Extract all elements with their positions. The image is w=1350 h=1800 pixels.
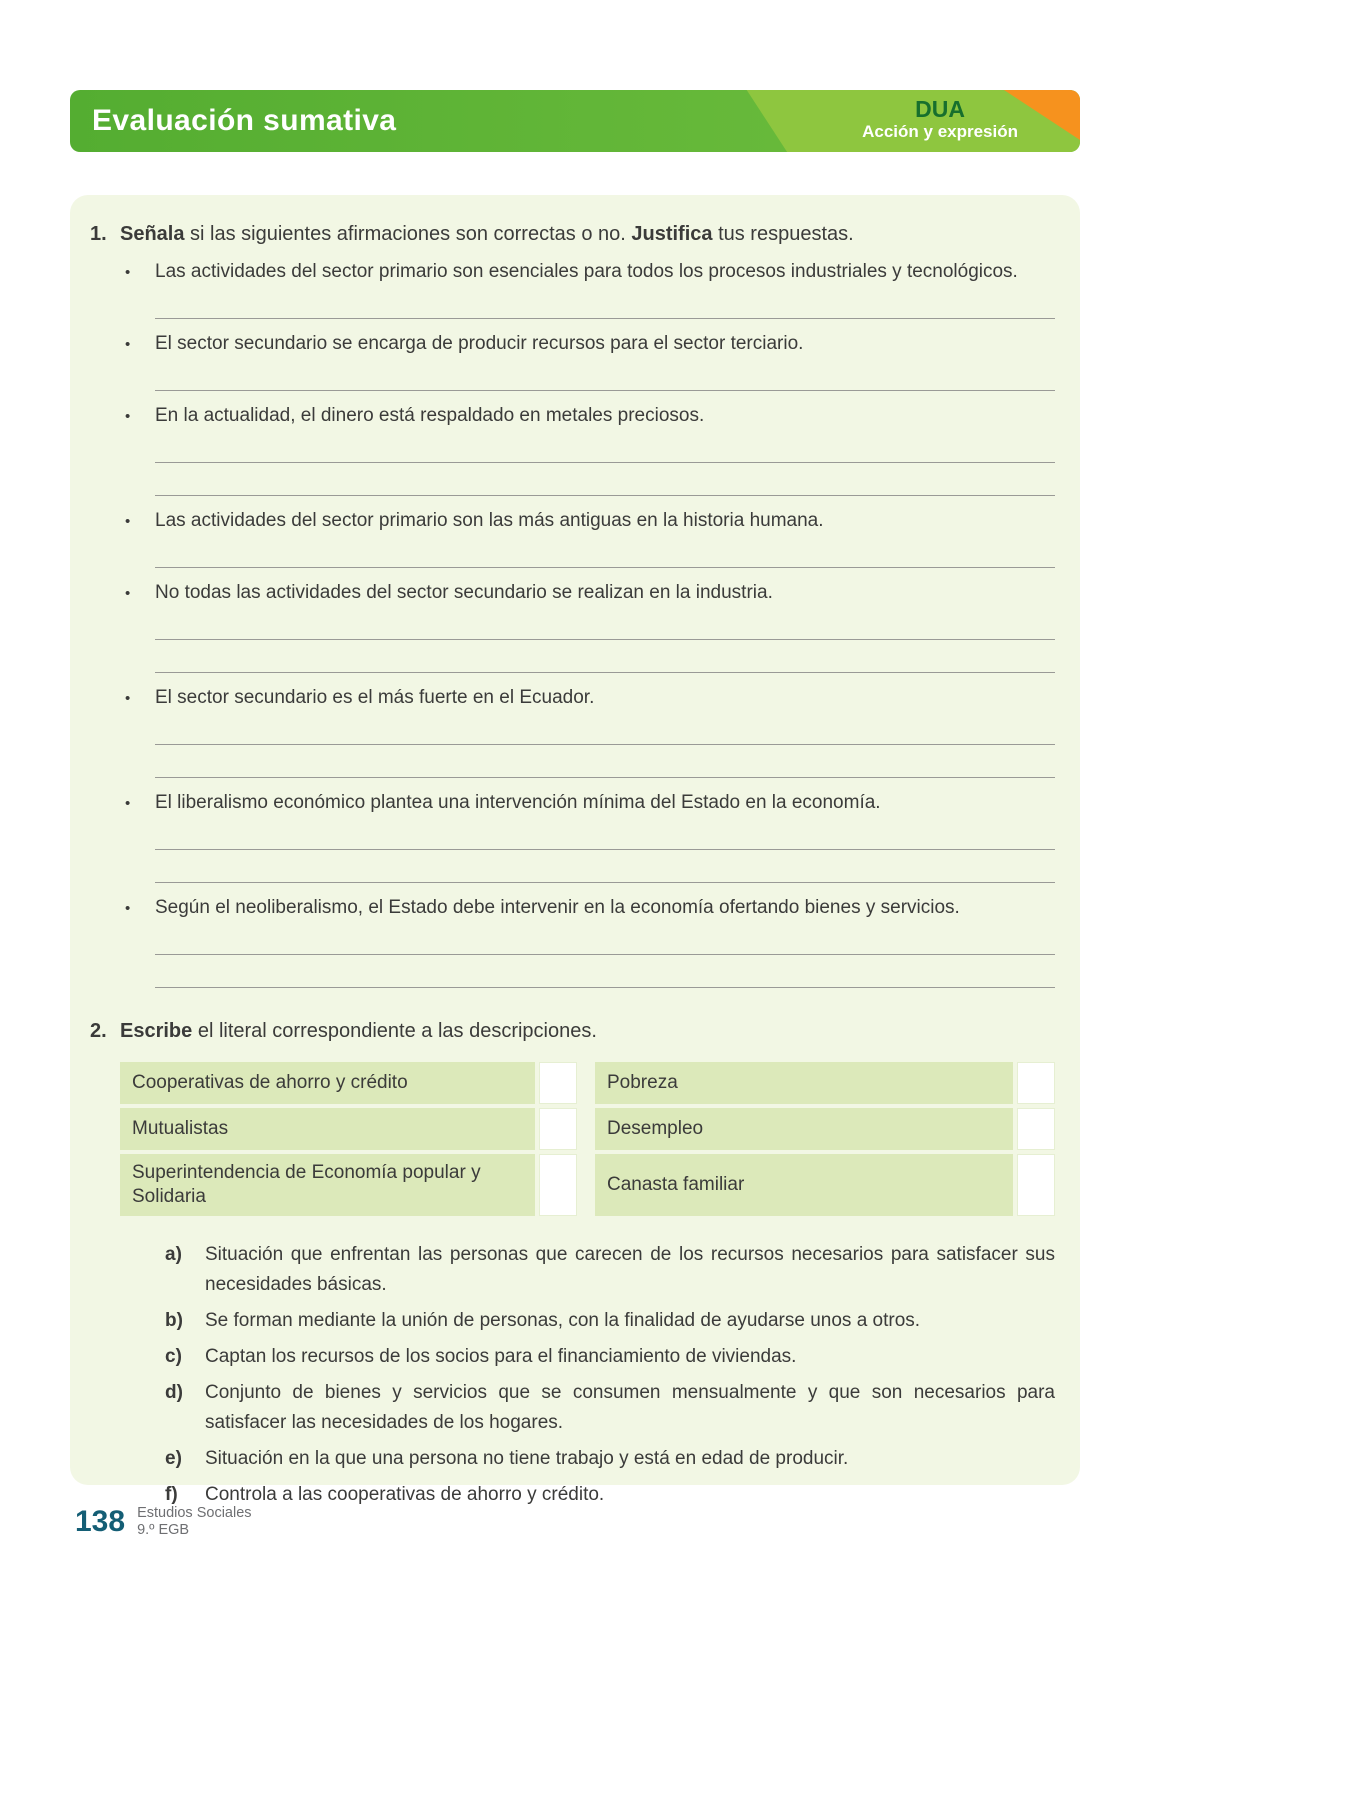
content-panel [70, 195, 1080, 1505]
answer-box [1017, 1062, 1055, 1104]
option-text: Captan los recursos de los socios para el financiamiento de viviendas. [205, 1346, 797, 1367]
section-title: Evaluación sumativa [92, 104, 397, 137]
answer-box [1017, 1154, 1055, 1216]
option-letter: b) [165, 1310, 183, 1331]
answer-line [155, 640, 1055, 673]
statement-text: No todas las actividades del sector secundario se realizan en la industria. [155, 582, 773, 603]
answer-box [1017, 1108, 1055, 1150]
question-1-prompt [90, 221, 1055, 247]
statement-text: Las actividades del sector primario son esenciales para todos los procesos industriales y tecnológicos. [155, 261, 1018, 282]
option-text: Se forman mediante la unión de personas, con la finalidad de ayudarse unos a otros. [205, 1310, 921, 1331]
option-item [90, 1342, 1055, 1372]
statement-text: El liberalismo económico plantea una intervención mínima del Estado en la economía. [155, 792, 881, 813]
answer-line [155, 817, 1055, 850]
question-1-text: Señala si las siguientes afirmaciones son correctas o no. Justifica tus respuestas. [120, 223, 854, 245]
statement-item [90, 580, 1055, 673]
option-text: Situación que enfrentan las personas que carecen de los recursos necesarios para satisfacer sus necesidades básicas. [205, 1244, 1055, 1295]
dua-label-group [862, 96, 1018, 142]
answer-line [155, 286, 1055, 319]
bullet-icon [125, 508, 155, 535]
option-letter: d) [165, 1382, 183, 1403]
bullet-icon [125, 790, 155, 817]
term-cell: Mutualistas [120, 1108, 535, 1150]
bullet-icon [125, 403, 155, 430]
option-item [90, 1240, 1055, 1300]
statement-text: El sector secundario es el más fuerte en el Ecuador. [155, 687, 595, 708]
option-letter: a) [165, 1244, 182, 1265]
footer-subject: Estudios Sociales [137, 1505, 252, 1521]
option-item [90, 1378, 1055, 1438]
answer-line [155, 535, 1055, 568]
answer-box [539, 1062, 577, 1104]
dua-subtitle: Acción y expresión [862, 122, 1018, 142]
answer-box [539, 1154, 577, 1216]
statement-item [90, 790, 1055, 883]
answer-line [155, 607, 1055, 640]
question-2-text: Escribe el literal correspondiente a las descripciones. [120, 1020, 597, 1042]
question-2-prompt [90, 1018, 1055, 1044]
footer-grade: 9.º EGB [137, 1522, 190, 1538]
answer-line [155, 430, 1055, 463]
footer-meta [137, 1505, 251, 1539]
option-letter: c) [165, 1346, 182, 1367]
answer-line [155, 922, 1055, 955]
page-footer [75, 1505, 252, 1539]
option-text: Controla a las cooperativas de ahorro y crédito. [205, 1484, 605, 1505]
answer-line [155, 745, 1055, 778]
answer-line [155, 850, 1055, 883]
question-1-number: 1. [90, 223, 107, 245]
answer-line [155, 463, 1055, 496]
statement-item [90, 895, 1055, 988]
dua-title: DUA [915, 96, 965, 122]
bullet-icon [125, 685, 155, 712]
bullet-icon [125, 580, 155, 607]
statement-text: El sector secundario se encarga de producir recursos para el sector terciario. [155, 333, 804, 354]
statement-text: Las actividades del sector primario son las más antiguas en la historia humana. [155, 510, 824, 531]
option-letter: e) [165, 1448, 182, 1469]
statement-text: Según el neoliberalismo, el Estado debe intervenir en la economía ofertando bienes y servicios. [155, 897, 960, 918]
statement-text: En la actualidad, el dinero está respaldado en metales preciosos. [155, 405, 705, 426]
statement-item [90, 403, 1055, 496]
matching-row [120, 1108, 1055, 1150]
option-letter: f) [165, 1484, 178, 1505]
page-number: 138 [75, 1505, 126, 1538]
matching-table [120, 1062, 1055, 1216]
section-banner [70, 90, 1080, 152]
answer-line [155, 712, 1055, 745]
matching-row [120, 1154, 1055, 1216]
term-cell: Canasta familiar [595, 1154, 1013, 1216]
matching-row [120, 1062, 1055, 1104]
statement-item [90, 331, 1055, 391]
description-options [90, 1240, 1055, 1510]
statement-item [90, 685, 1055, 778]
term-cell: Desempleo [595, 1108, 1013, 1150]
statement-item [90, 508, 1055, 568]
term-cell: Superintendencia de Economía popular y Solidaria [120, 1154, 535, 1216]
answer-line [155, 358, 1055, 391]
option-text: Conjunto de bienes y servicios que se consumen mensualmente y que son necesarios para satisfacer las necesidades de los hogares. [205, 1382, 1055, 1433]
option-text: Situación en la que una persona no tiene trabajo y está en edad de producir. [205, 1448, 849, 1469]
option-item [90, 1306, 1055, 1336]
option-item [90, 1444, 1055, 1474]
bullet-icon [125, 895, 155, 922]
question-2-number: 2. [90, 1020, 107, 1042]
statement-item [90, 259, 1055, 319]
question-2 [90, 1018, 1055, 1510]
answer-line [155, 955, 1055, 988]
bullet-icon [125, 331, 155, 358]
term-cell: Pobreza [595, 1062, 1013, 1104]
bullet-icon [125, 259, 155, 286]
answer-box [539, 1108, 577, 1150]
term-cell: Cooperativas de ahorro y crédito [120, 1062, 535, 1104]
